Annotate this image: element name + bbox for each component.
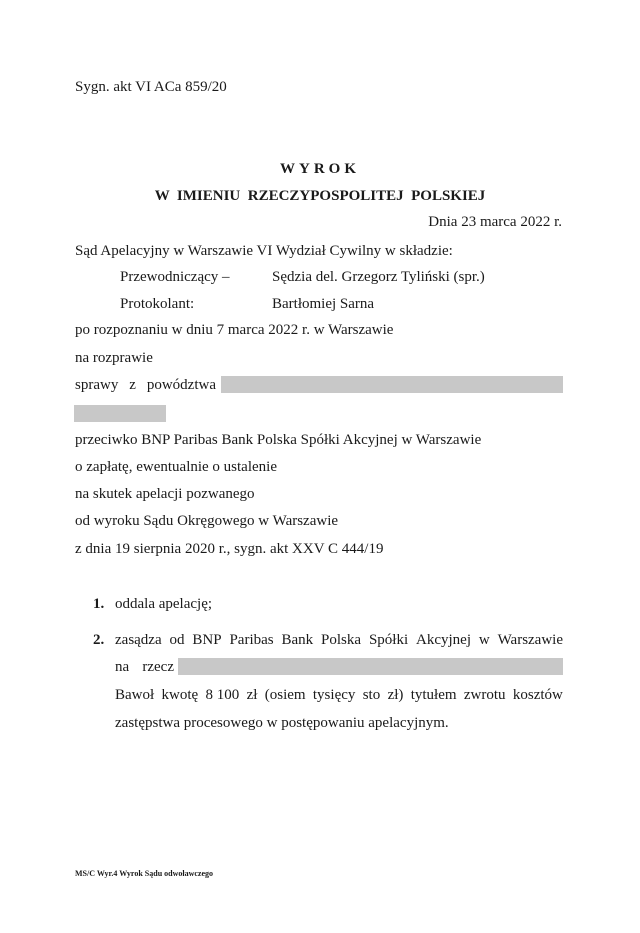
hearing-line: po rozpoznaniu w dniu 7 marca 2022 r. w Warszawie [75,322,394,338]
on-hearing-line: na rozprawie [75,350,153,366]
ruling-word: Akcyjnej [416,632,471,648]
ruling-word: tysięcy [312,687,356,703]
clerk-label: Protokolant: [120,296,195,312]
judgment-date: Dnia 23 marca 2022 r. [428,214,562,230]
ruling-word: BNP [192,632,222,648]
claim-word: z [129,377,136,393]
ruling-word: Warszawie [497,632,563,648]
redacted-beneficiary-name [178,658,563,675]
ruling-text-line-2 [115,658,174,676]
ruling-word: Spółki [368,632,409,648]
ruling-text-line-1 [115,631,563,649]
lower-judgment-date-line: z dnia 19 sierpnia 2020 r., sygn. akt XXV C 444/19 [75,541,384,557]
case-signature: Sygn. akt VI ACa 859/20 [75,79,227,95]
ruling-word: Paribas [229,632,274,648]
ruling-number: 1. [93,596,105,612]
presiding-label: Przewodniczący – [120,269,230,285]
court-composition-intro: Sąd Apelacyjny w Warszawie VI Wydział Cywilny w składzie: [75,243,453,259]
ruling-word: kwotę [161,687,199,703]
ruling-text: oddala apelację; [115,596,213,612]
ruling-word: rzecz [142,659,174,675]
claim-word: powództwa [146,377,216,393]
ruling-text-line-4: zastępstwa procesowego w postępowaniu apelacyjnym. [115,715,449,731]
ruling-word: Polska [321,632,362,648]
form-footer: MS/C Wyr.4 Wyrok Sądu odwoławczego [75,869,214,878]
ruling-word: kosztów [512,687,563,703]
ruling-word: Bank [281,632,314,648]
ruling-word: zasądza [115,632,162,648]
ruling-number: 2. [93,632,105,648]
ruling-word: zł [246,687,258,703]
ruling-word: w [478,632,490,648]
ruling-text-line-3 [115,686,563,704]
subject-line: o zapłatę, ewentualnie o ustalenie [75,459,277,475]
defendant-line: przeciwko BNP Paribas Bank Polska Spółki Akcyjnej w Warszawie [75,432,482,448]
claim-line [75,376,216,394]
presiding-judge: Sędzia del. Grzegorz Tyliński (spr.) [272,269,485,285]
judgment-subtitle: W IMIENIU RZECZYPOSPOLITEJ POLSKIEJ [154,188,486,204]
judgment-title: WYROK [280,161,360,177]
ruling-word: od [169,632,185,648]
ruling-word: tytułem [410,687,457,703]
ruling-word: zł) [387,687,404,703]
ruling-word: sto [362,687,381,703]
ruling-word: Bawoł [115,687,155,703]
clerk-name: Bartłomiej Sarna [272,296,375,312]
ruling-word: (osiem [264,687,306,703]
ruling-word: zwrotu [463,687,506,703]
ruling-word: 8 100 [205,687,240,703]
appeal-line: na skutek apelacji pozwanego [75,486,255,502]
lower-court-line: od wyroku Sądu Okręgowego w Warszawie [75,513,339,529]
redacted-plaintiff-name [221,376,563,393]
ruling-word: na [115,659,130,675]
redacted-plaintiff-name-continued [74,405,166,422]
claim-word: sprawy [75,377,119,393]
